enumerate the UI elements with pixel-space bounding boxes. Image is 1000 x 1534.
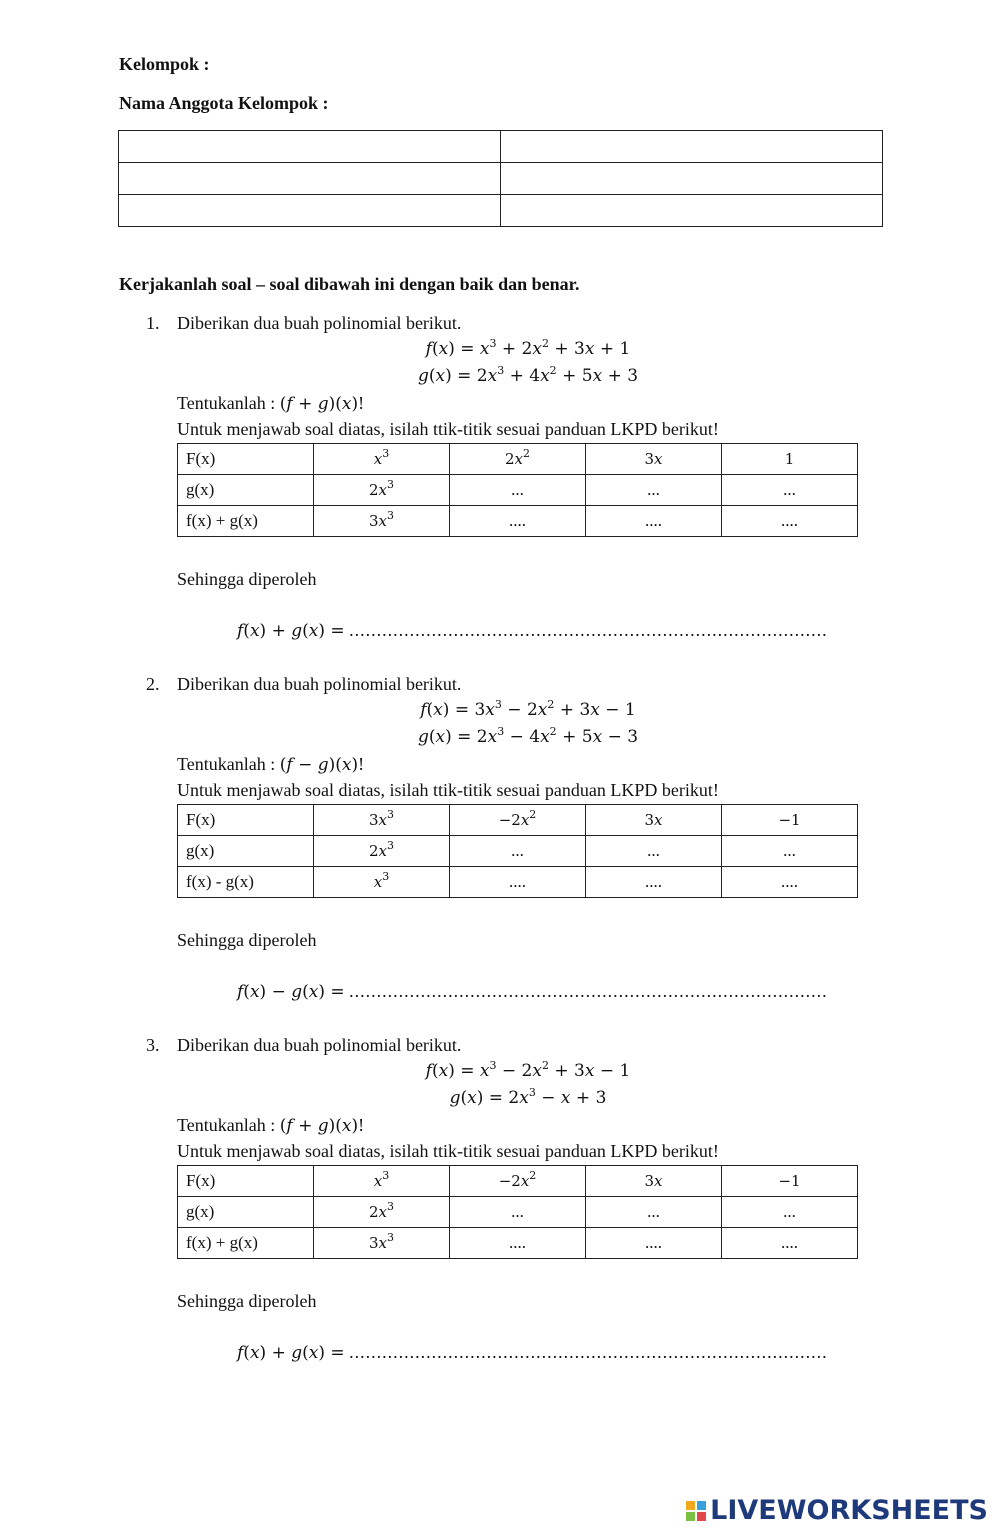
value-cell: [314, 444, 450, 475]
lkpd-row: [178, 805, 858, 836]
task-line: [177, 754, 364, 775]
math-term: $2x^3$: [368, 1200, 394, 1221]
value-cell: [450, 805, 586, 836]
guide-text: Untuk menjawab soal diatas, isilah ttik-titik sesuai panduan LKPD berikut!: [177, 780, 719, 800]
value-cell: [722, 444, 858, 475]
task-end: !: [358, 754, 365, 774]
answer-lhs: f(x) + g(x) =: [237, 621, 345, 641]
logo-mark-icon: [686, 1501, 706, 1521]
math-term: $x^3$: [373, 1169, 390, 1190]
value-cell: [314, 1166, 450, 1197]
value-cell[interactable]: ....: [450, 867, 586, 898]
value-cell[interactable]: ....: [450, 506, 586, 537]
task-line: [177, 393, 364, 414]
lkpd-row: [178, 506, 858, 537]
answer-dots[interactable]: .......................................................................................: [349, 620, 828, 640]
math-term: $x^3$: [373, 870, 390, 891]
task-label: Tentukanlah :: [177, 754, 276, 774]
value-cell: [314, 1228, 450, 1259]
liveworksheets-logo: [686, 1495, 988, 1526]
task-expr: (f − g)(x): [279, 755, 359, 775]
row-label-cell: f(x) + g(x): [178, 506, 314, 537]
conclusion-text: Sehingga diperoleh: [177, 930, 317, 950]
value-cell: [314, 836, 450, 867]
lkpd-row: [178, 1228, 858, 1259]
g-equation: $g(x) = 2x^3 - x + 3$: [449, 1086, 607, 1108]
lkpd-row: [178, 867, 858, 898]
task-expr: (f + g)(x): [279, 1116, 359, 1136]
task-label: Tentukanlah :: [177, 1115, 276, 1135]
math-term: 3x: [644, 1172, 663, 1190]
member-cell[interactable]: [119, 195, 501, 227]
problem-number: 2.: [146, 674, 160, 694]
problem-intro: Diberikan dua buah polinomial berikut.: [177, 674, 462, 694]
value-cell[interactable]: ....: [586, 1228, 722, 1259]
answer-lhs: f(x) − g(x) =: [237, 982, 345, 1002]
value-cell[interactable]: ...: [722, 1197, 858, 1228]
row-label-cell: g(x): [178, 836, 314, 867]
logo-text: LIVEWORKSHEETS: [710, 1495, 988, 1526]
math-term: $3x^3$: [368, 808, 394, 829]
lkpd-row: [178, 475, 858, 506]
math-term: $x^3$: [373, 447, 390, 468]
lkpd-table: [177, 804, 858, 898]
guide-text: Untuk menjawab soal diatas, isilah ttik-titik sesuai panduan LKPD berikut!: [177, 1141, 719, 1161]
value-cell: [314, 475, 450, 506]
lkpd-row: [178, 1197, 858, 1228]
value-cell: [314, 1197, 450, 1228]
value-cell[interactable]: ....: [722, 1228, 858, 1259]
value-cell: [450, 444, 586, 475]
value-cell[interactable]: ...: [450, 475, 586, 506]
lkpd-row: [178, 1166, 858, 1197]
task-end: !: [358, 1115, 365, 1135]
row-label-cell: F(x): [178, 805, 314, 836]
answer-line: [237, 1342, 828, 1363]
members-table: [118, 130, 883, 227]
member-cell[interactable]: [119, 131, 501, 163]
conclusion-text: Sehingga diperoleh: [177, 569, 317, 589]
value-cell: [722, 1166, 858, 1197]
row-label-cell: f(x) - g(x): [178, 867, 314, 898]
math-term: 1: [784, 450, 795, 468]
member-cell[interactable]: [501, 163, 883, 195]
value-cell: [586, 805, 722, 836]
answer-lhs: f(x) + g(x) =: [237, 1343, 345, 1363]
f-equation: $f(x) = x^3 - 2x^2 + 3x - 1$: [425, 1059, 631, 1081]
value-cell: [314, 867, 450, 898]
task-expr: (f + g)(x): [279, 394, 359, 414]
row-label-cell: F(x): [178, 1166, 314, 1197]
value-cell: [722, 805, 858, 836]
answer-line: [237, 620, 828, 641]
members-row: [119, 195, 883, 227]
row-label-cell: f(x) + g(x): [178, 1228, 314, 1259]
anggota-label: Nama Anggota Kelompok :: [119, 93, 329, 113]
f-equation: $f(x) = 3x^3 - 2x^2 + 3x - 1$: [420, 698, 636, 720]
g-equation: $g(x) = 2x^3 - 4x^2 + 5x - 3$: [417, 725, 639, 747]
answer-dots[interactable]: .......................................................................................: [349, 1342, 828, 1362]
value-cell[interactable]: ...: [586, 475, 722, 506]
problem-intro: Diberikan dua buah polinomial berikut.: [177, 313, 462, 333]
answer-dots[interactable]: .......................................................................................: [349, 981, 828, 1001]
g-equation: $g(x) = 2x^3 + 4x^2 + 5x + 3$: [417, 364, 639, 386]
lkpd-table: [177, 1165, 858, 1259]
value-cell[interactable]: ....: [450, 1228, 586, 1259]
value-cell[interactable]: ....: [586, 506, 722, 537]
math-term: $2x^2$: [504, 447, 530, 468]
value-cell[interactable]: ...: [722, 836, 858, 867]
guide-text: Untuk menjawab soal diatas, isilah ttik-titik sesuai panduan LKPD berikut!: [177, 419, 719, 439]
lkpd-table: [177, 443, 858, 537]
math-term: $2x^3$: [368, 839, 394, 860]
math-term: $-2x^2$: [498, 808, 537, 829]
value-cell: [314, 506, 450, 537]
value-cell[interactable]: ....: [722, 506, 858, 537]
row-label-cell: g(x): [178, 1197, 314, 1228]
lkpd-row: [178, 836, 858, 867]
conclusion-text: Sehingga diperoleh: [177, 1291, 317, 1311]
math-term: $-2x^2$: [498, 1169, 537, 1190]
math-term: $2x^3$: [368, 478, 394, 499]
task-line: [177, 1115, 364, 1136]
problem-number: 3.: [146, 1035, 160, 1055]
value-cell[interactable]: ...: [586, 1197, 722, 1228]
value-cell[interactable]: ....: [722, 867, 858, 898]
value-cell[interactable]: ...: [450, 836, 586, 867]
lkpd-row: [178, 444, 858, 475]
problem-number: 1.: [146, 313, 160, 333]
value-cell: [314, 805, 450, 836]
math-term: $3x^3$: [368, 509, 394, 530]
row-label-cell: F(x): [178, 444, 314, 475]
f-equation: $f(x) = x^3 + 2x^2 + 3x + 1$: [425, 337, 631, 359]
math-term: 3x: [644, 811, 663, 829]
member-cell[interactable]: [119, 163, 501, 195]
math-term: $3x^3$: [368, 1231, 394, 1252]
task-label: Tentukanlah :: [177, 393, 276, 413]
row-label-cell: g(x): [178, 475, 314, 506]
instruction: Kerjakanlah soal – soal dibawah ini dengan baik dan benar.: [119, 274, 580, 294]
value-cell[interactable]: ...: [586, 836, 722, 867]
member-cell[interactable]: [501, 131, 883, 163]
math-term: 3x: [644, 450, 663, 468]
members-row: [119, 131, 883, 163]
problem-intro: Diberikan dua buah polinomial berikut.: [177, 1035, 462, 1055]
member-cell[interactable]: [501, 195, 883, 227]
value-cell: [586, 1166, 722, 1197]
value-cell[interactable]: ...: [450, 1197, 586, 1228]
task-end: !: [358, 393, 365, 413]
math-term: −1: [778, 811, 801, 829]
math-term: −1: [778, 1172, 801, 1190]
members-row: [119, 163, 883, 195]
answer-line: [237, 981, 828, 1002]
kelompok-label: Kelompok :: [119, 54, 210, 74]
value-cell: [450, 1166, 586, 1197]
value-cell: [586, 444, 722, 475]
value-cell[interactable]: ...: [722, 475, 858, 506]
value-cell[interactable]: ....: [586, 867, 722, 898]
